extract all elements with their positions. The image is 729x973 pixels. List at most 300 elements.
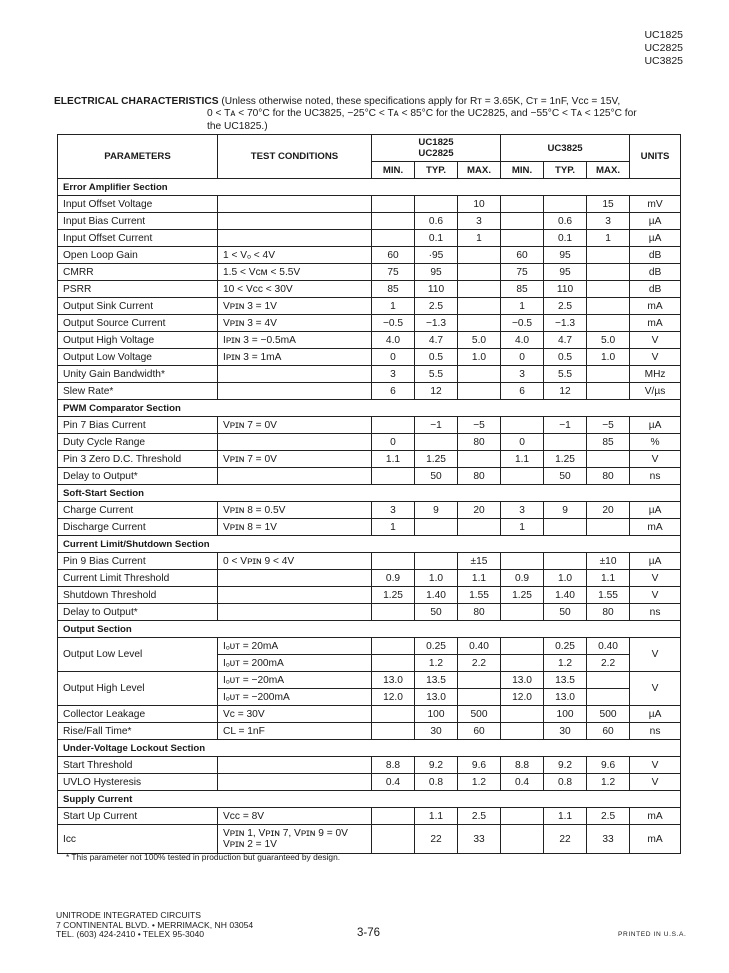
value-cell [415,434,458,451]
value-cell [544,519,587,536]
value-cell [587,519,630,536]
value-cell [372,604,415,621]
value-cell: 9 [415,502,458,519]
value-cell: 0.5 [544,349,587,366]
value-cell: 1.1 [415,808,458,825]
value-cell [587,247,630,264]
value-cell: 0.40 [458,638,501,655]
test-condition [218,604,372,621]
value-cell: 75 [501,264,544,281]
table-row [58,825,681,854]
value-cell: 12 [544,383,587,400]
test-condition: Vᴘɪɴ 7 = 0V [218,451,372,468]
value-cell: 1.1 [544,808,587,825]
test-condition [218,774,372,791]
parameter-name: Unity Gain Bandwidth* [58,366,218,383]
value-cell [587,451,630,468]
value-cell: 1 [587,230,630,247]
value-cell [501,230,544,247]
unit-cell: ns [630,604,681,621]
value-cell: 1.1 [501,451,544,468]
part-number: UC1825 [644,29,683,41]
value-cell: 3 [501,366,544,383]
parameter-name: Slew Rate* [58,383,218,400]
test-condition: 1.5 < Vᴄᴍ < 5.5V [218,264,372,281]
unit-cell: mA [630,519,681,536]
section-title: Current Limit/Shutdown Section [58,536,681,553]
value-cell: 2.5 [458,808,501,825]
value-cell [587,672,630,689]
value-cell [372,196,415,213]
value-cell: 0.9 [501,570,544,587]
header-min: MIN. [501,162,544,179]
value-cell [458,519,501,536]
header-min: MIN. [372,162,415,179]
unit-cell: µA [630,502,681,519]
table-row [58,604,681,621]
header-max: MAX. [458,162,501,179]
unit-cell: ns [630,723,681,740]
value-cell [587,298,630,315]
unit-cell: ns [630,468,681,485]
header-uc1825-uc2825: UC1825 UC2825 [372,135,501,162]
conditions-text: 0 < Tᴀ < 70°C for the UC3825, −25°C < Tᴀ < 85°C for the UC2825, and −55°C < Tᴀ < 125°C for [207,108,637,120]
table-row [58,570,681,587]
value-cell: 1.2 [587,774,630,791]
parameter-name: Output Sink Current [58,298,218,315]
value-cell: 1 [501,298,544,315]
value-cell: 60 [458,723,501,740]
table-row [58,417,681,434]
value-cell: 9 [544,502,587,519]
value-cell: 6 [501,383,544,400]
value-cell: 110 [544,281,587,298]
header-parameters: PARAMETERS [58,135,218,179]
value-cell: 6 [372,383,415,400]
table-row [58,230,681,247]
table-row [58,451,681,468]
test-condition: Vᴘɪɴ 8 = 1V [218,519,372,536]
value-cell: 0.4 [501,774,544,791]
value-cell: 20 [587,502,630,519]
test-condition: Vᴘɪɴ 1, Vᴘɪɴ 7, Vᴘɪɴ 9 = 0V Vᴘɪɴ 2 = 1V [218,825,372,854]
section-row [58,740,681,757]
value-cell [458,672,501,689]
value-cell: 22 [544,825,587,854]
unit-cell: dB [630,264,681,281]
unit-cell: V [630,332,681,349]
test-condition [218,468,372,485]
value-cell: 5.5 [415,366,458,383]
conditions-text: (Unless otherwise noted, these specifications apply for Rᴛ = 3.65K, Cᴛ = 1nF, Vᴄᴄ = 15V, [221,96,621,107]
test-condition: 1 < Vₒ < 4V [218,247,372,264]
value-cell [458,264,501,281]
parameter-name: Charge Current [58,502,218,519]
value-cell [415,196,458,213]
table-row [58,706,681,723]
value-cell: 60 [587,723,630,740]
header-typ: TYP. [415,162,458,179]
section-row [58,791,681,808]
part-number: UC3825 [644,55,683,67]
value-cell [544,553,587,570]
value-cell [458,315,501,332]
value-cell [372,808,415,825]
value-cell: 4.7 [415,332,458,349]
value-cell: −1 [544,417,587,434]
table-row [58,281,681,298]
unit-cell: V [630,451,681,468]
header-max: MAX. [587,162,630,179]
value-cell: 3 [458,213,501,230]
value-cell: 85 [587,434,630,451]
unit-cell: V [630,349,681,366]
value-cell: 9.6 [587,757,630,774]
parameter-name: Pin 3 Zero D.C. Threshold [58,451,218,468]
table-row [58,519,681,536]
value-cell: 100 [415,706,458,723]
value-cell: 12 [415,383,458,400]
unit-cell: mA [630,315,681,332]
value-cell: −5 [587,417,630,434]
section-title: Supply Current [58,791,681,808]
table-row [58,638,681,655]
table-row [58,553,681,570]
unit-cell: V/µs [630,383,681,400]
value-cell: 85 [372,281,415,298]
unit-cell: V [630,587,681,604]
value-cell: 1.25 [372,587,415,604]
parameter-name: Rise/Fall Time* [58,723,218,740]
value-cell: 80 [587,468,630,485]
value-cell: 500 [587,706,630,723]
test-condition [218,366,372,383]
parameter-name: Input Offset Voltage [58,196,218,213]
table-row [58,383,681,400]
value-cell [587,383,630,400]
unit-cell: mA [630,825,681,854]
table-row [58,587,681,604]
company-address [56,911,253,940]
value-cell: 9.6 [458,757,501,774]
parameter-name: Start Threshold [58,757,218,774]
value-cell [372,230,415,247]
part-number: UC2825 [644,42,683,54]
value-cell: 0.1 [415,230,458,247]
value-cell: 3 [587,213,630,230]
value-cell: 13.0 [372,672,415,689]
parameter-name: UVLO Hysteresis [58,774,218,791]
test-condition [218,213,372,230]
table-row [58,366,681,383]
value-cell: 8.8 [372,757,415,774]
value-cell [587,281,630,298]
value-cell: 22 [415,825,458,854]
street-address: 7 CONTINENTAL BLVD. • MERRIMACK, NH 03054 [56,919,254,930]
value-cell: 1.1 [372,451,415,468]
value-cell: −1.3 [544,315,587,332]
value-cell: 0 [501,434,544,451]
table-row [58,349,681,366]
table-row [58,264,681,281]
value-cell: 80 [458,604,501,621]
value-cell: 1.0 [415,570,458,587]
value-cell: 1.2 [544,655,587,672]
conditions-text: the UC1825.) [207,120,268,132]
test-condition: Iₒᴜᴛ = −200mA [218,689,372,706]
value-cell: 0.5 [415,349,458,366]
value-cell: 2.5 [587,808,630,825]
table-row [58,757,681,774]
test-condition: Vᴄᴄ = 8V [218,808,372,825]
parameter-name: Delay to Output* [58,468,218,485]
section-title: Error Amplifier Section [58,179,681,196]
test-condition: Vᴘɪɴ 8 = 0.5V [218,502,372,519]
header-units: UNITS [630,135,681,179]
value-cell [372,825,415,854]
value-cell: 1.40 [415,587,458,604]
value-cell [458,247,501,264]
value-cell: 100 [544,706,587,723]
value-cell: 13.5 [415,672,458,689]
value-cell: 50 [544,468,587,485]
value-cell: 0.25 [544,638,587,655]
value-cell: 8.8 [501,757,544,774]
value-cell: 5.0 [587,332,630,349]
value-cell [458,451,501,468]
unit-cell: µA [630,213,681,230]
value-cell: 30 [415,723,458,740]
value-cell: 1.1 [458,570,501,587]
value-cell: 0.1 [544,230,587,247]
table-row [58,434,681,451]
value-cell: ±10 [587,553,630,570]
test-condition: 10 < Vᴄᴄ < 30V [218,281,372,298]
value-cell [372,655,415,672]
section-row [58,179,681,196]
value-cell [372,638,415,655]
value-cell [372,553,415,570]
parameter-name: CMRR [58,264,218,281]
value-cell [501,638,544,655]
value-cell: 1.40 [544,587,587,604]
parameter-name: Delay to Output* [58,604,218,621]
value-cell: 20 [458,502,501,519]
table-row [58,298,681,315]
test-condition: Iᴘɪɴ 3 = −0.5mA [218,332,372,349]
value-cell [501,553,544,570]
value-cell: 75 [372,264,415,281]
table-row [58,808,681,825]
parameter-name: Discharge Current [58,519,218,536]
value-cell: ±15 [458,553,501,570]
unit-cell: V [630,757,681,774]
value-cell: 500 [458,706,501,723]
value-cell: 1 [372,298,415,315]
test-condition: Iᴘɪɴ 3 = 1mA [218,349,372,366]
value-cell: 1.1 [587,570,630,587]
parameter-name: Pin 7 Bias Current [58,417,218,434]
section-title: Output Section [58,621,681,638]
unit-cell: V [630,638,681,672]
value-cell: 13.0 [544,689,587,706]
parameter-name: Open Loop Gain [58,247,218,264]
value-cell [587,315,630,332]
value-cell: −1.3 [415,315,458,332]
test-condition: 0 < Vᴘɪɴ 9 < 4V [218,553,372,570]
value-cell [372,468,415,485]
table-row [58,672,681,689]
parameter-name: Pin 9 Bias Current [58,553,218,570]
value-cell: 0.4 [372,774,415,791]
test-condition [218,434,372,451]
value-cell: 1.25 [415,451,458,468]
value-cell [544,434,587,451]
test-condition [218,196,372,213]
table-row [58,468,681,485]
value-cell: 85 [501,281,544,298]
unit-cell: mA [630,808,681,825]
unit-cell: MHz [630,366,681,383]
value-cell: 0 [372,434,415,451]
value-cell: 1.0 [458,349,501,366]
test-condition: Vᴘɪɴ 7 = 0V [218,417,372,434]
header-uc3825: UC3825 [501,135,630,162]
value-cell: 4.7 [544,332,587,349]
value-cell [501,213,544,230]
value-cell [501,825,544,854]
value-cell [458,383,501,400]
table-row [58,213,681,230]
parameter-name: Iᴄᴄ [58,825,218,854]
section-title: PWM Comparator Section [58,400,681,417]
value-cell [501,417,544,434]
value-cell: 3 [372,366,415,383]
value-cell [501,604,544,621]
parameter-name: Input Offset Current [58,230,218,247]
unit-cell: µA [630,706,681,723]
parameter-name: Output Low Level [58,638,218,672]
value-cell: 60 [501,247,544,264]
value-cell: 50 [544,604,587,621]
value-cell: 50 [415,604,458,621]
phone-telex: TEL. (603) 424-2410 • TELEX 95-3040 [56,929,205,940]
test-condition [218,383,372,400]
test-condition [218,587,372,604]
parameter-name: Output High Level [58,672,218,706]
header-typ: TYP. [544,162,587,179]
value-cell: 12.0 [501,689,544,706]
value-cell [372,213,415,230]
value-cell: 1.25 [544,451,587,468]
value-cell: ·95 [415,247,458,264]
unit-cell: mV [630,196,681,213]
value-cell: 10 [458,196,501,213]
value-cell: 0.8 [415,774,458,791]
value-cell [501,196,544,213]
value-cell: 1.55 [587,587,630,604]
value-cell: 1.55 [458,587,501,604]
value-cell: 110 [415,281,458,298]
value-cell: 1.2 [415,655,458,672]
parameter-name: Output High Voltage [58,332,218,349]
value-cell: 13.0 [501,672,544,689]
table-row [58,332,681,349]
value-cell: 95 [415,264,458,281]
unit-cell: % [630,434,681,451]
parameter-name: Start Up Current [58,808,218,825]
test-condition: Iₒᴜᴛ = −20mA [218,672,372,689]
section-title: Soft-Start Section [58,485,681,502]
value-cell: 60 [372,247,415,264]
value-cell [458,281,501,298]
electrical-characteristics-intro [54,96,694,133]
electrical-characteristics-table [57,134,681,854]
value-cell: 50 [415,468,458,485]
value-cell [587,264,630,281]
value-cell: 0.6 [544,213,587,230]
unit-cell: mA [630,298,681,315]
test-condition: CL = 1nF [218,723,372,740]
page-number: 3-76 [357,927,381,939]
value-cell: 5.5 [544,366,587,383]
value-cell: 4.0 [501,332,544,349]
table-row [58,247,681,264]
value-cell [501,723,544,740]
header-test-conditions: TEST CONDITIONS [218,135,372,179]
parameter-name: Current Limit Threshold [58,570,218,587]
value-cell [501,808,544,825]
table-row [58,723,681,740]
value-cell: 1.0 [544,570,587,587]
unit-cell: dB [630,281,681,298]
value-cell [587,689,630,706]
value-cell: 1 [372,519,415,536]
test-condition: Iₒᴜᴛ = 200mA [218,655,372,672]
value-cell: 12.0 [372,689,415,706]
value-cell: 33 [458,825,501,854]
value-cell: 95 [544,264,587,281]
value-cell: 9.2 [415,757,458,774]
unit-cell: µA [630,417,681,434]
value-cell: 1 [501,519,544,536]
value-cell: −5 [458,417,501,434]
unit-cell: V [630,774,681,791]
table-row [58,774,681,791]
value-cell: −1 [415,417,458,434]
value-cell: 5.0 [458,332,501,349]
section-row [58,485,681,502]
parameter-name: Output Low Voltage [58,349,218,366]
value-cell: 0.40 [587,638,630,655]
table-row [58,196,681,213]
value-cell: 33 [587,825,630,854]
value-cell: 3 [501,502,544,519]
parameter-name: Output Source Current [58,315,218,332]
section-row [58,536,681,553]
value-cell: −0.5 [372,315,415,332]
value-cell [501,655,544,672]
test-condition: Vᴘɪɴ 3 = 1V [218,298,372,315]
value-cell: 1.25 [501,587,544,604]
value-cell: 13.5 [544,672,587,689]
section-title: Under-Voltage Lockout Section [58,740,681,757]
value-cell: 0.6 [415,213,458,230]
parameter-name: Shutdown Threshold [58,587,218,604]
value-cell [501,468,544,485]
parameter-name: Input Bias Current [58,213,218,230]
value-cell: 2.5 [544,298,587,315]
